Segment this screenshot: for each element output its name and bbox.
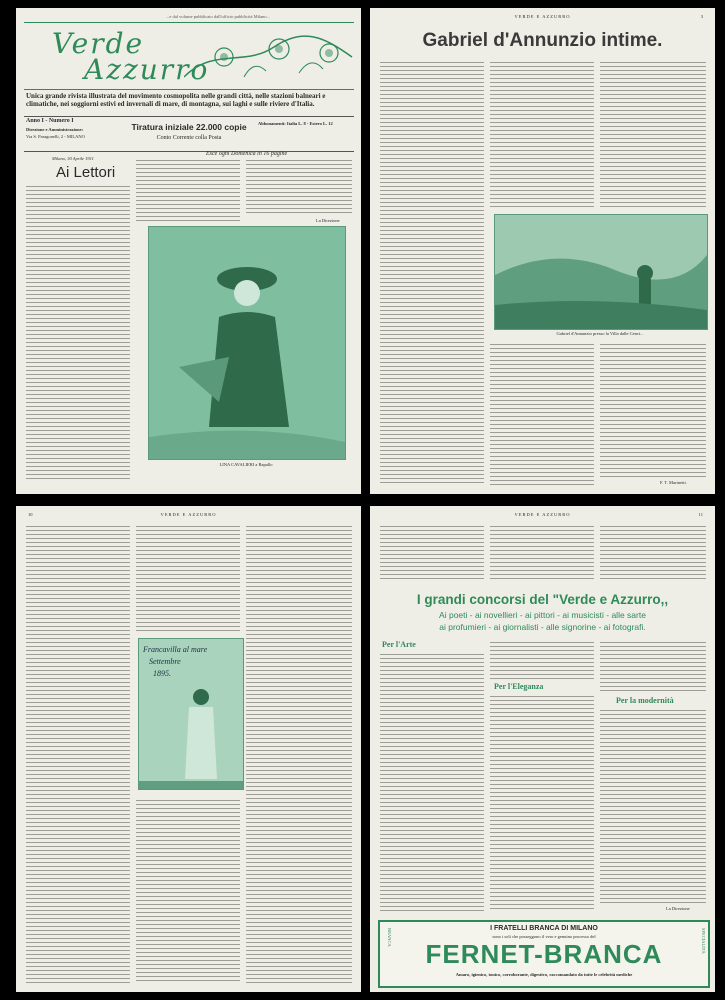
conto-corrente: Conto Corrente colla Posta <box>156 135 222 141</box>
right-column-top <box>600 640 706 692</box>
page-number: 3 <box>700 14 703 19</box>
info-bar <box>24 116 354 152</box>
signature: La Direzione <box>316 218 340 223</box>
ad-third-line: Amaro, igienico, tonico, corroborante, digestivo, raccomandato da tutte le celebrità mediche <box>455 972 633 977</box>
page-number: 10 <box>28 512 33 517</box>
concorsi-subtitle-1: Ai poeti - ai novellieri - ai pittori - ai musicisti - alle sarte <box>439 610 646 620</box>
direzione-address: Via S. Paragonelli, 2 - MILANO <box>26 134 85 139</box>
article-title: Gabriel d'Annunzio intime. <box>422 30 663 51</box>
subtitle: Unica grande rivista illustrata del movimento cosmopolita nelle grandi città, nelle stazioni balneari e climatiche, nei soggiorni estivi ed invernali di mare, di montagna, sui laghi e sulle riviere d'Italia. <box>26 92 326 108</box>
running-header: VERDE E AZZURRO <box>514 512 571 517</box>
column-1 <box>26 524 130 984</box>
page-1 <box>16 8 361 494</box>
running-header: VERDE E AZZURRO <box>514 14 571 19</box>
column-3 <box>246 524 352 984</box>
article-column-2 <box>136 158 240 224</box>
col-head-arte: Per l'Arte <box>382 640 416 649</box>
article-column-1 <box>26 184 130 482</box>
masthead-azzurro: Azzurro <box>84 53 210 86</box>
photo-lina-cavalieri <box>148 226 346 460</box>
tiratura: Tiratura iniziale 22.000 copie <box>131 122 247 132</box>
top-column-1 <box>380 524 484 582</box>
ad-second-line: sono i soli che posseggono il vero e genuino processo del <box>492 934 596 939</box>
top-column-3 <box>600 524 706 582</box>
page-3 <box>16 506 361 992</box>
top-column-2 <box>490 524 594 582</box>
landscape-icon <box>495 215 707 329</box>
photo-handwriting-2: Settembre <box>149 657 181 666</box>
column-2-top <box>136 524 240 634</box>
photo-francavilla <box>138 638 244 790</box>
page-2 <box>370 8 715 494</box>
fernet-branca-ad <box>378 920 710 988</box>
ad-top-line: I FRATELLI BRANCA DI MILANO <box>490 925 598 932</box>
author-signature: F. T. Marinetti. <box>660 480 687 485</box>
article-title: Ai Lettori <box>56 164 116 181</box>
woman-figure-icon <box>149 227 345 459</box>
eleganza-column <box>490 694 594 912</box>
masthead-verde: Verde <box>52 27 145 60</box>
concorsi-title: I grandi concorsi del "Verde e Azzurro,, <box>416 592 669 607</box>
page-number: 11 <box>698 512 703 517</box>
ad-side-right: SPECIALITÀ <box>701 928 706 954</box>
anno: Anno I - Numero I <box>26 118 74 124</box>
photo-caption: Gabriel d'Annunzio presso la Villa dalle Cenci... <box>556 331 644 336</box>
date-line: Milano, 30 Aprile 1911 <box>52 156 94 161</box>
floral-ornament-icon <box>184 27 354 85</box>
modernita-column <box>600 708 706 904</box>
page-4 <box>370 506 715 992</box>
masthead <box>24 22 354 90</box>
direzione-label: Direzione e Amministrazione: <box>26 127 84 132</box>
esce: Esce ogni Domenica in 16 pagine <box>206 151 288 157</box>
article-column-3 <box>246 158 352 216</box>
col-head-eleganza: Per l'Eleganza <box>494 682 544 691</box>
column-2-bottom <box>136 798 240 984</box>
signature: La Direzione <box>666 906 690 911</box>
column-3-bottom <box>600 342 706 478</box>
column-1 <box>380 60 484 486</box>
col-head-modernita: Per la modernità <box>616 696 674 705</box>
ad-side-left: BRANCA <box>387 928 392 947</box>
ad-brand: FERNET-BRANCA <box>425 939 663 969</box>
photo-dannunzio <box>494 214 708 330</box>
concorsi-subtitle-2: ai profumieri - ai giornalisti - alle signorine - ai fotografi. <box>439 622 646 632</box>
photo-caption: LINA CAVALIERI a Rapallo <box>219 462 273 467</box>
column-3-top <box>600 60 706 210</box>
column-2-top <box>490 60 594 210</box>
arte-column <box>380 652 484 912</box>
abbonamenti: Abbonamenti: Italia L. 8 - Estero L. 12 <box>258 121 333 126</box>
middle-column-top <box>490 640 594 680</box>
photo-handwriting-3: 1895. <box>153 669 171 678</box>
top-note: ...e dal volume pubblicato dall'ufficio pubblicitá Milano... <box>166 14 270 19</box>
running-header: VERDE E AZZURRO <box>160 512 217 517</box>
photo-handwriting-1: Francavilla al mare <box>143 645 208 654</box>
column-2-bottom <box>490 342 594 486</box>
